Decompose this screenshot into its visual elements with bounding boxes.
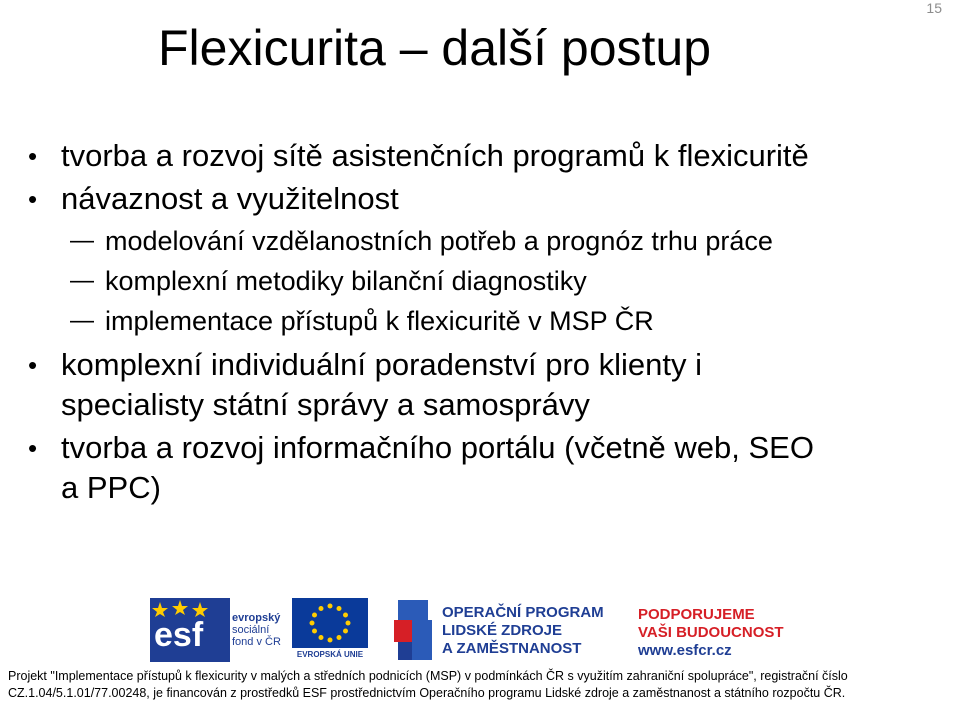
op-line: LIDSKÉ ZDROJE xyxy=(442,622,563,639)
bullet-line: a PPC) xyxy=(61,470,161,505)
op-line: A ZAMĚSTNANOST xyxy=(442,640,582,657)
eu-logo xyxy=(292,598,368,662)
slide-title: Flexicurita – další postup xyxy=(158,20,712,76)
esf-line: sociální xyxy=(232,624,270,636)
eu-stars-icon xyxy=(292,598,368,648)
bullet-item: • tvorba a rozvoj sítě asistenčních programů k flexicuritě xyxy=(28,136,933,176)
sub-bullet-item: — komplexní metodiky bilanční diagnostiky xyxy=(28,263,933,299)
support-line: PODPORUJEME xyxy=(638,606,755,623)
op-figure-icon xyxy=(394,598,434,662)
logo-bar xyxy=(150,594,810,666)
eu-flag-icon xyxy=(292,598,368,648)
bullet-line: tvorba a rozvoj informačního portálu (včetně web, SEO xyxy=(61,430,814,465)
esf-logo xyxy=(150,598,290,662)
bullet-line: komplexní individuální poradenství pro klienty i xyxy=(61,347,703,382)
eu-label: EVROPSKÁ UNIE xyxy=(296,650,364,659)
footer-line: CZ.1.04/5.1.01/77.00248, je financován z prostředků ESF prostřednictvím Operačního programu Lidské zdroje a zaměstnanost a státního rozpočtu ČR. xyxy=(8,686,846,700)
sub-bullet-item: — modelování vzdělanostních potřeb a prognóz trhu práce xyxy=(28,223,933,259)
esf-stars-icon xyxy=(150,598,230,618)
op-text xyxy=(442,604,604,658)
support-line: VAŠI BUDOUCNOST xyxy=(638,624,784,641)
support-url: www.esfcr.cz xyxy=(638,642,732,659)
sub-bullet-item: — implementace přístupů k flexicuritě v MSP ČR xyxy=(28,303,933,339)
op-logo xyxy=(394,594,624,666)
bullet-line: specialisty státní správy a samosprávy xyxy=(61,387,590,422)
project-footer xyxy=(8,668,960,702)
bullet-list xyxy=(28,136,933,511)
esf-text xyxy=(232,612,292,648)
esf-line: evropský xyxy=(232,612,281,624)
esf-mark-text: esf xyxy=(154,616,204,654)
bullet-item xyxy=(28,428,933,508)
slide-number: 15 xyxy=(926,0,942,16)
esf-line: fond v ČR xyxy=(232,636,281,648)
bullet-item xyxy=(28,345,933,425)
op-line: OPERAČNÍ PROGRAM xyxy=(442,604,604,621)
bullet-item: • návaznost a využitelnost xyxy=(28,179,933,219)
footer-line: Projekt "Implementace přístupů k flexicurity v malých a středních podnicích (MSP) v podmínkách ČR s využitím zahraniční spolupráce", registrační číslo xyxy=(8,669,848,683)
support-logo xyxy=(638,606,818,660)
esf-mark-icon xyxy=(150,598,230,662)
